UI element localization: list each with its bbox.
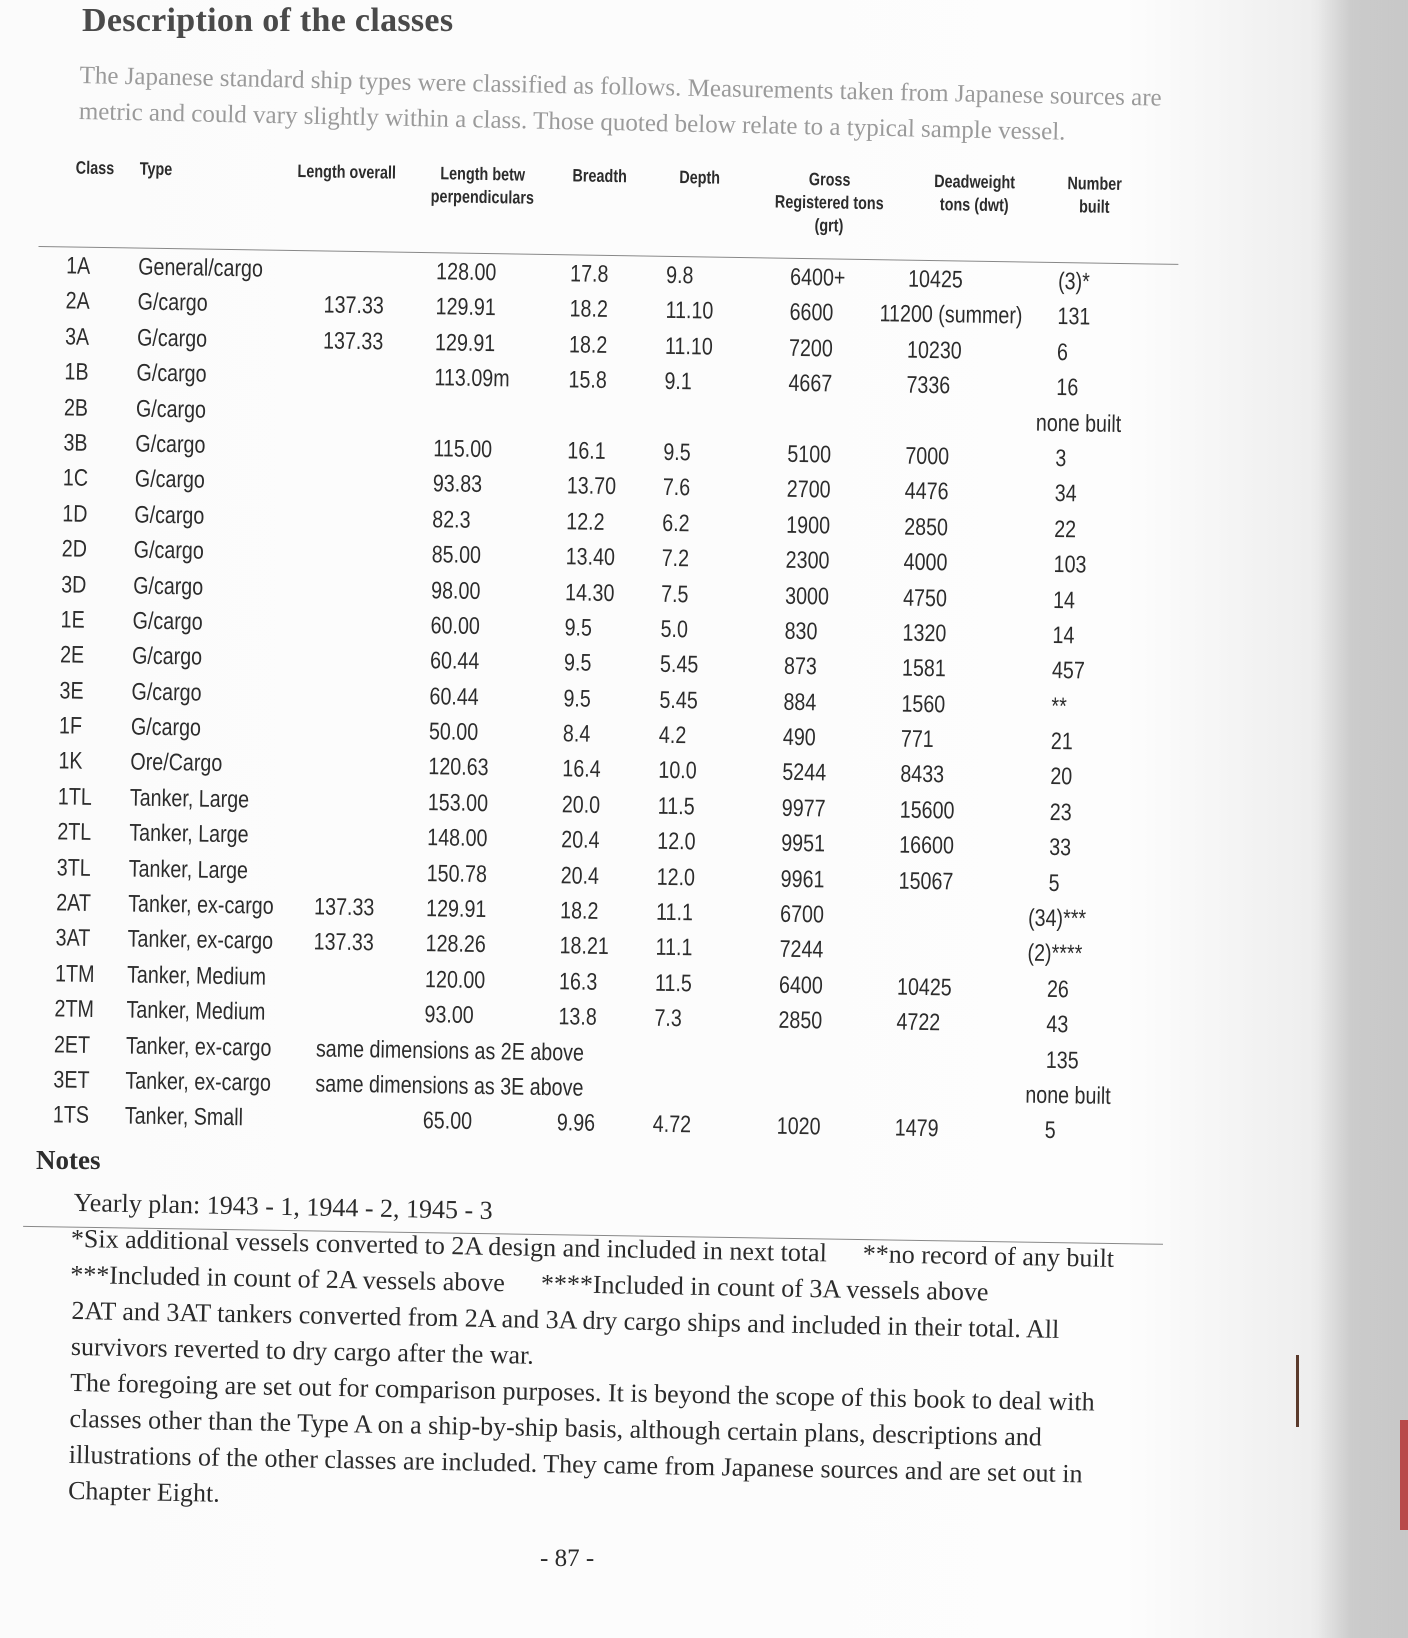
cell-breadth: 9.5	[563, 684, 592, 713]
cell-loa: 137.33	[313, 928, 375, 957]
cell-grt: 873	[783, 653, 818, 681]
cell-depth: 4.2	[658, 721, 687, 750]
cell-class: 2E	[59, 641, 85, 670]
yearly-plan-note: Yearly plan: 1943 - 1, 1944 - 2, 1945 - 3	[73, 1187, 493, 1225]
cell-class: 1B	[64, 358, 89, 386]
cell-class: 3AT	[55, 924, 91, 953]
cell-number-built: 5	[1048, 869, 1060, 897]
cell-depth: 11.1	[655, 934, 693, 962]
cell-grt: 490	[782, 723, 816, 752]
cell-breadth: 13.70	[566, 472, 617, 501]
cell-grt: 2700	[786, 476, 831, 504]
notes-section	[20, 1184, 1136, 1529]
cell-depth: 11.10	[665, 297, 714, 325]
cell-lbp: 85.00	[431, 541, 482, 570]
cell-breadth: 20.4	[560, 861, 600, 890]
cell-breadth: 16.1	[567, 437, 606, 465]
cell-lbp: 113.09m	[434, 364, 510, 393]
cell-class: 2D	[61, 535, 88, 563]
cell-breadth: 9.5	[564, 614, 593, 642]
cell-depth: 11.10	[664, 332, 714, 361]
cell-grt: 6700	[779, 900, 825, 929]
cell-breadth: 20.0	[561, 791, 601, 819]
cell-grt: 6400+	[789, 263, 846, 292]
cell-breadth: 16.4	[562, 755, 601, 784]
cell-depth: 11.5	[654, 969, 693, 998]
cell-grt: 9977	[781, 794, 826, 823]
cell-class: 3E	[59, 677, 84, 705]
cell-type: Tanker, ex-cargo	[125, 1067, 272, 1097]
cell-dwt: 1581	[901, 654, 946, 683]
cell-grt: 5244	[782, 759, 827, 787]
cell-grt: 7200	[788, 334, 833, 363]
cell-dwt: 15600	[899, 796, 955, 825]
cell-type: Tanker, Large	[128, 855, 249, 884]
cell-type: G/cargo	[132, 607, 203, 636]
cell-class: 1C	[62, 464, 89, 493]
cell-lbp: 115.00	[433, 435, 493, 464]
header-number-built: Number built	[1067, 173, 1122, 217]
cell-class: 2A	[65, 287, 90, 316]
cell-class: 1D	[62, 500, 88, 528]
cell-dwt: 1560	[901, 690, 946, 718]
header-class: Class	[75, 157, 115, 179]
cell-breadth: 18.21	[559, 932, 610, 961]
cell-number-built: (34)***	[1027, 904, 1087, 933]
footnote-single-star: *Six additional vessels converted to 2A design and included in next total	[70, 1223, 828, 1268]
cell-type: G/cargo	[137, 288, 208, 318]
cell-class: 2AT	[55, 889, 92, 917]
cell-depth: 4.72	[652, 1111, 692, 1139]
notes-paragraph: The foregoing are set out for comparison purposes. It is beyond the scope of this book to deal with classes other than the Type A on a ship-by-ship basis, although certain plans, descriptions and illustrations of the other classes are included. They came from Japanese sources and are set out in Chapter Eight.	[67, 1367, 1095, 1508]
cell-class: 1K	[58, 747, 83, 776]
cell-depth: 10.0	[658, 757, 697, 785]
cell-grt: 2850	[778, 1006, 823, 1035]
page-edge-tab	[1400, 1420, 1408, 1530]
cell-grt: 1020	[776, 1113, 821, 1141]
cell-type: G/cargo	[134, 501, 205, 530]
cell-class: 2TM	[54, 995, 95, 1024]
header-deadweight-tons: Deadweight tons (dwt)	[934, 171, 1016, 216]
cell-dwt: 1320	[902, 619, 947, 648]
cell-class: 2B	[63, 393, 89, 422]
cell-number-built: 457	[1051, 657, 1086, 685]
cell-number-built: 5	[1044, 1117, 1056, 1145]
header-gross-registered-tons: Gross Registered tons (grt)	[774, 169, 884, 236]
cell-dwt: 771	[900, 725, 934, 754]
table-body	[25, 252, 1189, 1155]
cell-lbp: 120.63	[428, 753, 489, 782]
cell-grt: 884	[783, 688, 817, 716]
cell-number-built: 131	[1057, 303, 1091, 331]
cell-type: G/cargo	[131, 642, 203, 671]
cell-dwt: 4722	[896, 1008, 941, 1037]
notes-heading: Notes	[36, 1145, 101, 1175]
cell-number-built: 22	[1053, 515, 1077, 544]
cell-number-built: 6	[1056, 338, 1069, 366]
page-title: Description of the classes	[82, 2, 454, 39]
intro-paragraph: The Japanese standard ship types were classified as follows. Measurements taken from Japanese sources are metric and could vary slightly within a class. Those quoted below relate to a typical sample vessel.	[78, 61, 1162, 146]
cell-breadth: 14.30	[564, 578, 615, 607]
cell-breadth: 15.8	[568, 366, 608, 395]
cell-depth: 11.5	[657, 792, 695, 821]
cell-grt: 6600	[789, 299, 834, 327]
cell-lbp: 50.00	[428, 718, 479, 747]
cell-number-built: none built	[1035, 409, 1122, 438]
cell-lbp: 93.83	[432, 470, 483, 499]
cell-breadth: 12.2	[566, 508, 605, 536]
cell-class: 3D	[60, 570, 87, 599]
cell-dimensions-note: same dimensions as 2E above	[315, 1035, 585, 1067]
cell-depth: 9.5	[663, 438, 691, 467]
cell-lbp: 150.78	[426, 859, 488, 888]
cell-grt: 9951	[781, 829, 826, 858]
cell-grt: 9961	[780, 865, 825, 894]
cell-depth: 5.0	[660, 615, 689, 644]
cell-dimensions-note: same dimensions as 3E above	[315, 1070, 584, 1102]
cell-dwt: 10230	[906, 336, 962, 365]
cell-breadth: 13.8	[558, 1003, 597, 1032]
page-edge-shadow	[1318, 0, 1408, 1638]
cell-type: Ore/Cargo	[130, 748, 223, 778]
cell-class: 1E	[60, 606, 85, 634]
page-number: - 87 -	[540, 1545, 595, 1572]
header-length-between-perpendiculars: Length betw perpendiculars	[430, 163, 535, 208]
cell-type: Tanker, ex-cargo	[125, 1032, 272, 1062]
cell-depth: 9.8	[665, 261, 694, 290]
cell-number-built: 21	[1050, 728, 1073, 756]
cell-dwt: 16600	[899, 831, 955, 860]
header-breadth: Breadth	[572, 165, 628, 187]
cell-dwt: 15067	[898, 867, 954, 896]
footnote-quadruple-star: ****Included in count of 3A vessels above	[540, 1268, 989, 1307]
cell-lbp: 82.3	[432, 505, 471, 534]
cell-loa: 137.33	[323, 291, 385, 320]
cell-type: General/cargo	[137, 253, 264, 283]
cell-type: G/cargo	[131, 678, 202, 707]
cell-dwt: 11200 (summer)	[879, 300, 1023, 330]
cell-dwt: 10425	[896, 973, 952, 1002]
cell-number-built: 14	[1052, 586, 1076, 614]
cell-lbp: 129.91	[425, 895, 487, 924]
cell-dwt: 7336	[906, 371, 951, 400]
cell-class: 1TL	[57, 783, 92, 811]
cell-breadth: 9.5	[563, 649, 592, 678]
header-length-overall: Length overall	[297, 161, 397, 183]
notes-paragraph: 2AT and 3AT tankers converted from 2A and 3A dry cargo ships and included in their total. All survivors reverted to dry cargo after the war.	[70, 1295, 1060, 1370]
cell-class: 1F	[58, 712, 83, 740]
cell-number-built: (3)*	[1057, 268, 1091, 296]
cell-number-built: none built	[1025, 1081, 1111, 1110]
cell-grt: 2300	[785, 546, 830, 575]
cell-dwt: 2850	[904, 513, 949, 542]
cell-grt: 3000	[784, 582, 830, 610]
cell-class: 2ET	[53, 1030, 91, 1059]
footnote-triple-star: ***Included in count of 2A vessels above	[69, 1259, 506, 1298]
cell-depth: 7.2	[661, 544, 690, 573]
cell-lbp: 120.00	[424, 965, 486, 994]
cell-breadth: 9.96	[556, 1109, 596, 1138]
cell-class: 1A	[66, 252, 91, 280]
cell-grt: 6400	[778, 971, 823, 1000]
cell-depth: 9.1	[664, 368, 693, 396]
cell-depth: 7.3	[654, 1004, 683, 1033]
cell-number-built: 3	[1055, 444, 1067, 473]
cell-type: G/cargo	[135, 430, 206, 459]
cell-class: 3ET	[53, 1066, 90, 1094]
cell-lbp: 93.00	[424, 1001, 474, 1030]
cell-breadth: 13.40	[565, 543, 616, 572]
cell-grt: 830	[784, 617, 818, 646]
cell-breadth: 17.8	[569, 260, 609, 288]
cell-type: G/cargo	[132, 572, 204, 601]
cell-depth: 7.6	[662, 474, 691, 502]
cell-depth: 6.2	[662, 509, 690, 537]
cell-number-built: (2)****	[1027, 940, 1083, 968]
cell-class: 3TL	[56, 853, 91, 882]
cell-number-built: 33	[1048, 834, 1072, 862]
cell-class: 3A	[64, 323, 90, 351]
cell-lbp: 128.00	[435, 258, 497, 287]
cell-grt: 5100	[787, 440, 832, 469]
cell-breadth: 18.2	[559, 897, 599, 925]
cell-breadth: 8.4	[562, 720, 591, 748]
cell-lbp: 129.91	[435, 293, 497, 322]
cell-type: G/cargo	[130, 713, 202, 742]
cell-type: G/cargo	[136, 359, 207, 388]
cell-type: Tanker, Small	[124, 1102, 244, 1132]
cell-type: Tanker, Medium	[126, 961, 267, 991]
cell-lbp: 128.26	[425, 930, 487, 959]
cell-dwt: 4476	[904, 477, 949, 506]
cell-lbp: 60.44	[429, 682, 479, 711]
cell-lbp: 153.00	[427, 789, 489, 817]
cell-type: G/cargo	[136, 324, 208, 353]
cell-depth: 11.1	[655, 898, 694, 927]
cell-type: Tanker, ex-cargo	[127, 925, 274, 956]
cell-lbp: 148.00	[427, 824, 488, 853]
cell-type: G/cargo	[134, 465, 206, 494]
cell-grt: 4667	[788, 369, 833, 398]
cell-number-built: 16	[1056, 374, 1079, 402]
cell-type: Tanker, Large	[129, 784, 250, 814]
cell-dwt: 7000	[905, 442, 950, 471]
cell-number-built: 23	[1049, 798, 1072, 827]
cell-number-built: 14	[1052, 621, 1075, 650]
cell-depth: 12.0	[657, 828, 696, 856]
cell-class: 2TL	[57, 818, 92, 847]
margin-mark	[1296, 1355, 1299, 1427]
cell-number-built: 20	[1050, 763, 1073, 791]
cell-lbp: 60.44	[429, 647, 480, 676]
header-depth: Depth	[679, 167, 721, 188]
cell-loa: 137.33	[322, 327, 384, 356]
classes-table	[25, 152, 1190, 1147]
cell-dwt: 4000	[903, 548, 948, 577]
cell-breadth: 18.2	[569, 295, 609, 324]
cell-dwt: 10425	[907, 265, 964, 294]
cell-depth: 7.5	[660, 580, 689, 608]
table-header	[39, 152, 1190, 262]
cell-lbp: 65.00	[422, 1107, 473, 1136]
cell-number-built: 103	[1053, 551, 1087, 579]
cell-number-built: 34	[1054, 480, 1077, 508]
cell-grt: 7244	[779, 936, 824, 964]
cell-breadth: 20.4	[561, 826, 600, 855]
cell-lbp: 60.00	[430, 612, 481, 640]
cell-type: Tanker, Large	[129, 819, 249, 849]
cell-grt: 1900	[786, 511, 831, 540]
cell-type: G/cargo	[133, 536, 204, 565]
cell-depth: 12.0	[656, 863, 696, 892]
cell-number-built: 26	[1046, 975, 1070, 1004]
cell-type: G/cargo	[135, 395, 207, 424]
cell-type: Tanker, Medium	[126, 996, 266, 1026]
cell-number-built: **	[1051, 692, 1067, 720]
cell-class: 3B	[63, 429, 88, 457]
cell-dwt: 8433	[900, 761, 945, 789]
cell-depth: 5.45	[659, 651, 699, 679]
cell-dwt: 4750	[902, 584, 948, 612]
footnote-double-star: **no record of any built	[862, 1239, 1115, 1273]
cell-lbp: 98.00	[430, 576, 481, 605]
header-type: Type	[139, 158, 173, 180]
cell-depth: 5.45	[659, 686, 698, 715]
cell-breadth: 18.2	[568, 331, 608, 359]
cell-class: 1TS	[52, 1101, 90, 1130]
cell-type: Tanker, ex-cargo	[127, 890, 274, 920]
cell-breadth: 16.3	[558, 968, 598, 996]
cell-number-built: 43	[1046, 1011, 1069, 1039]
cell-lbp: 129.91	[434, 329, 496, 357]
cell-dwt: 1479	[894, 1114, 939, 1143]
cell-number-built: 135	[1045, 1046, 1079, 1075]
cell-class: 1TM	[54, 960, 95, 988]
cell-loa: 137.33	[313, 893, 375, 922]
